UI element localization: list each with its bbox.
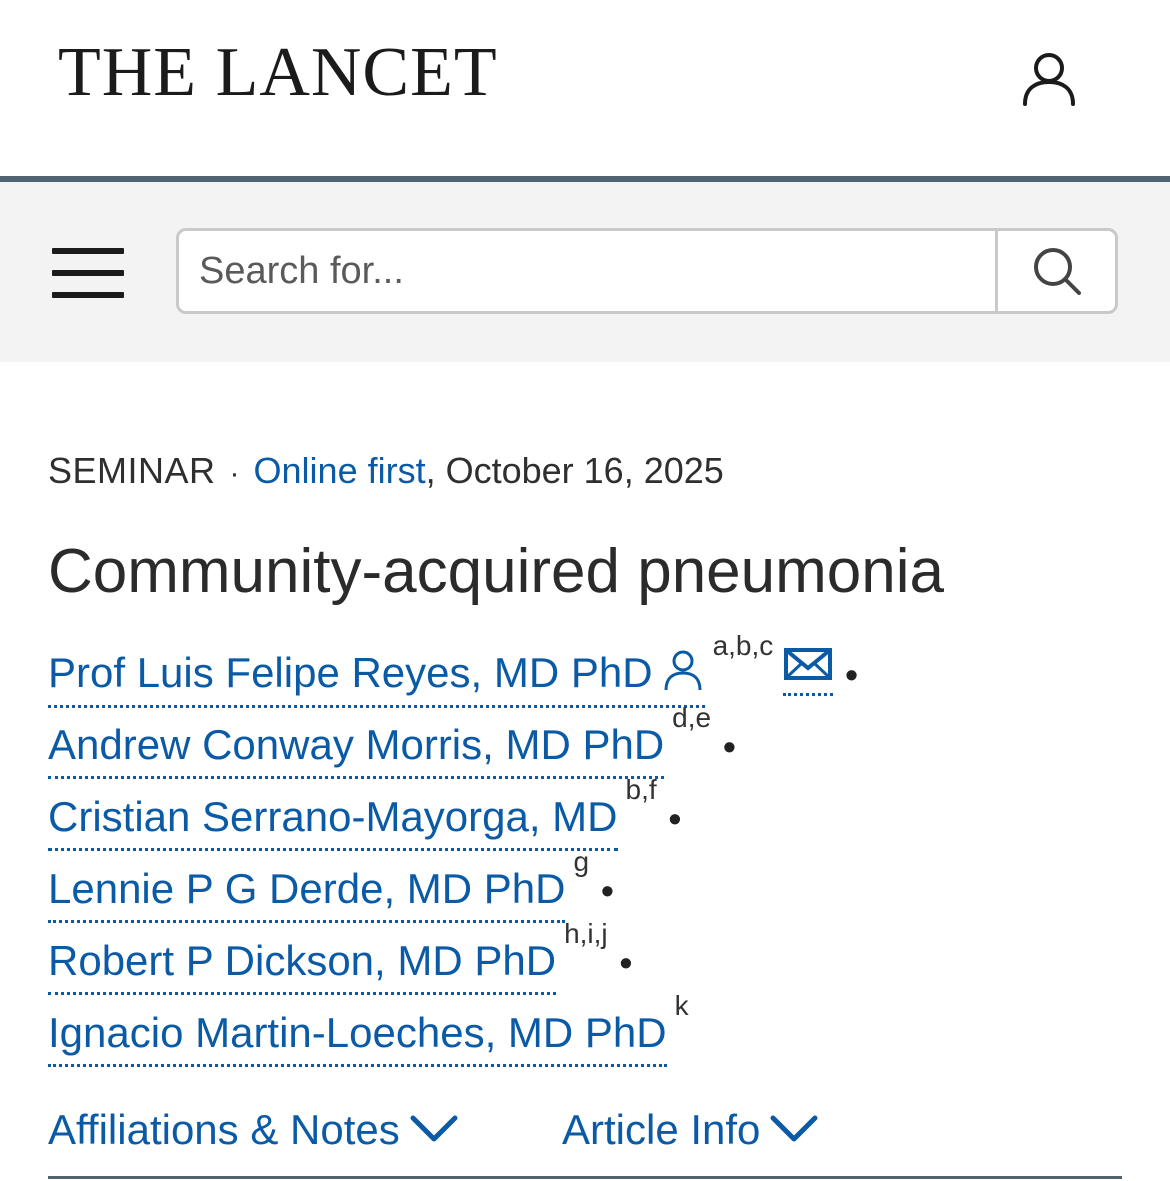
author-item bbox=[48, 630, 1128, 716]
menu-button[interactable] bbox=[52, 248, 124, 298]
affiliations-notes-toggle[interactable] bbox=[48, 1100, 458, 1160]
article-section-toggles bbox=[48, 1100, 1122, 1179]
author-name-link[interactable]: Robert P Dickson, MD PhD bbox=[48, 932, 556, 995]
author-affiliations: k bbox=[674, 990, 689, 1021]
author-affiliations: a,b,c bbox=[712, 630, 774, 661]
author-name-link[interactable]: Ignacio Martin-Loeches, MD PhD bbox=[48, 1004, 667, 1067]
meta-separator: · bbox=[229, 457, 240, 490]
author-name-link[interactable]: Lennie P G Derde, MD PhD bbox=[48, 860, 565, 923]
article-meta bbox=[48, 448, 724, 497]
corresponding-author-icon bbox=[661, 648, 705, 707]
article-type: SEMINAR bbox=[48, 450, 216, 491]
author-affiliations: h,i,j bbox=[564, 918, 608, 949]
article-info-label: Article Info bbox=[562, 1106, 761, 1153]
author-item bbox=[48, 990, 1128, 1076]
account-button[interactable] bbox=[1014, 48, 1084, 112]
user-icon bbox=[1014, 48, 1084, 112]
email-author-button[interactable] bbox=[783, 646, 833, 696]
author-item bbox=[48, 918, 1128, 1004]
search-box bbox=[176, 228, 1118, 314]
author-separator: • bbox=[845, 654, 858, 695]
author-name-link[interactable]: Cristian Serrano-Mayorga, MD bbox=[48, 788, 618, 851]
author-separator: • bbox=[601, 870, 614, 911]
envelope-icon bbox=[783, 646, 833, 682]
author-separator: • bbox=[723, 726, 736, 767]
author-affiliations: g bbox=[573, 846, 590, 877]
author-name-link[interactable]: Andrew Conway Morris, MD PhD bbox=[48, 716, 664, 779]
author-separator: • bbox=[619, 942, 633, 983]
hamburger-menu-icon bbox=[52, 248, 124, 254]
author-list bbox=[48, 630, 1128, 1076]
author-item bbox=[48, 702, 1128, 788]
chevron-down-icon bbox=[770, 1114, 818, 1144]
search-input[interactable] bbox=[179, 231, 997, 311]
publication-date: , October 16, 2025 bbox=[425, 450, 724, 491]
search-icon bbox=[998, 231, 1112, 311]
chevron-down-icon bbox=[410, 1114, 458, 1144]
site-header bbox=[0, 0, 1170, 176]
search-button[interactable] bbox=[995, 231, 1115, 311]
search-bar-region bbox=[0, 182, 1170, 362]
article-title: Community-acquired pneumonia bbox=[48, 537, 945, 606]
article-info-toggle[interactable] bbox=[562, 1100, 818, 1160]
affiliations-notes-label: Affiliations & Notes bbox=[48, 1106, 400, 1153]
author-affiliations: d,e bbox=[672, 702, 712, 733]
author-name-link[interactable]: Prof Luis Felipe Reyes, MD PhD bbox=[48, 644, 705, 708]
author-affiliations: b,f bbox=[625, 774, 657, 805]
site-logo[interactable]: THE LANCET bbox=[58, 34, 498, 111]
author-separator: • bbox=[668, 798, 682, 839]
online-first-link[interactable]: Online first bbox=[253, 450, 426, 491]
